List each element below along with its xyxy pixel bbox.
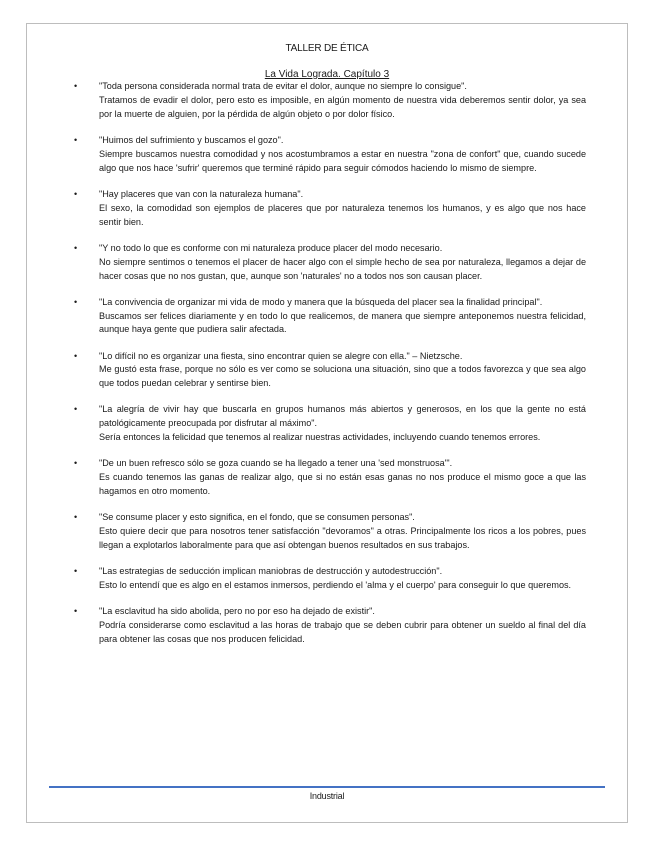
item-quote: "Se consume placer y esto significa, en el fondo, que se consumen personas". <box>99 512 415 523</box>
item-comment: Me gustó esta frase, porque no sólo es ver como se soluciona una situación, sino que a todos favorezca y que sea algo que todos puedan celebrar y sentirse bien. <box>99 364 586 389</box>
list-item <box>74 605 586 647</box>
bullet-icon: • <box>74 350 78 361</box>
chapter-subtitle: La Vida Lograda. Capítulo 3 <box>264 69 390 80</box>
item-quote: "Las estrategias de seducción implican maniobras de destrucción y autodestrucción". <box>99 566 443 577</box>
list-item <box>74 511 586 553</box>
list-item <box>74 134 586 176</box>
item-quote: "Huimos del sufrimiento y buscamos el gozo". <box>99 134 284 145</box>
item-comment: El sexo, la comodidad son ejemplos de placeres que por naturaleza tenemos los humanos, y es algo que nos hace sentir bien. <box>99 202 586 227</box>
bullet-icon: • <box>74 512 78 523</box>
footer-divider <box>49 786 605 788</box>
item-quote: "Hay placeres que van con la naturaleza humana". <box>99 188 304 199</box>
item-quote: "Y no todo lo que es conforme con mi naturaleza produce placer del modo necesario. <box>99 242 443 253</box>
page-footer: Industrial <box>309 791 345 801</box>
item-quote: "Toda persona considerada normal trata de evitar el dolor, aunque no siempre lo consigue". <box>99 81 467 91</box>
list-item <box>74 188 586 230</box>
bullet-icon: • <box>74 242 78 253</box>
item-quote: "La esclavitud ha sido abolida, pero no por eso ha dejado de existir". <box>99 606 375 617</box>
reflection-list <box>74 80 586 659</box>
item-quote: "De un buen refresco sólo se goza cuando se ha llegado a tener una 'sed monstruosa'". <box>99 458 453 469</box>
item-comment: Esto quiere decir que para nosotros tener satisfacción "devoramos" a otras. Principalmente los ricos a los pobres, pues llegan a explotarlos laboralmente para que así obtengan buenos resultados en sus trabajos. <box>99 526 586 551</box>
list-item <box>74 80 586 122</box>
item-quote: "Lo difícil no es organizar una fiesta, sino encontrar quien se alegre con ella." – Nietzsche. <box>99 350 463 361</box>
bullet-icon: • <box>74 566 78 577</box>
list-item <box>74 242 586 284</box>
bullet-icon: • <box>74 296 78 307</box>
bullet-icon: • <box>74 404 78 415</box>
item-comment: Esto lo entendí que es algo en el estamos inmersos, perdiendo el 'alma y el cuerpo' para conseguir lo que queremos. <box>99 580 572 591</box>
page-header: TALLER DE ÉTICA <box>285 43 369 54</box>
list-item <box>74 296 586 338</box>
item-comment: Es cuando tenemos las ganas de realizar algo, que si no están esas ganas no nos produce el mismo goce a que las hagamos en otro momento. <box>99 472 586 497</box>
bullet-icon: • <box>74 188 78 199</box>
item-comment: Sería entonces la felicidad que tenemos al realizar nuestras actividades, incluyendo cuando tenemos errores. <box>99 432 541 443</box>
bullet-icon: • <box>74 606 78 617</box>
bullet-icon: • <box>74 81 78 91</box>
list-item <box>74 565 586 593</box>
list-item <box>74 350 586 392</box>
bullet-icon: • <box>74 458 78 469</box>
bullet-icon: • <box>74 134 78 145</box>
item-comment: Buscamos ser felices diariamente y en todo lo que realicemos, de manera que siempre anteponemos nuestra felicidad, aunque haya gente que pudiera salir afectada. <box>99 310 586 335</box>
item-quote: "La convivencia de organizar mi vida de modo y manera que la búsqueda del placer sea la finalidad principal". <box>99 296 543 307</box>
item-comment: Siempre buscamos nuestra comodidad y nos acostumbramos a estar en nuestra "zona de confort" que, cuando sucede algo que nos hace 'sufrir' queremos que terminé rápido para seguir cómodos haciendo lo mismo de siempre. <box>99 148 586 173</box>
item-quote: "La alegría de vivir hay que buscarla en grupos humanos más abiertos y generosos, en los que la gente no está patológicamente preocupada por disfrutar al máximo". <box>99 404 586 429</box>
list-item <box>74 457 586 499</box>
item-comment: No siempre sentimos o tenemos el placer de hacer algo con el simple hecho de sea por naturaleza, llegamos a dejar de hacer cosas que no nos gustan, que, aunque son 'naturales' no a todos nos son causan placer. <box>99 256 586 281</box>
list-item <box>74 403 586 445</box>
document-page <box>26 23 628 823</box>
item-comment: Podría considerarse como esclavitud a las horas de trabajo que se deben cubrir para obtener un sueldo al final del día para obtener las cosas que nos producen felicidad. <box>99 620 586 644</box>
item-comment: Tratamos de evadir el dolor, pero esto es imposible, en algún momento de nuestra vida deberemos sentir dolor, ya sea por la muerte de alguien, por la pérdida de algún objeto o por dolor físico. <box>99 94 586 119</box>
